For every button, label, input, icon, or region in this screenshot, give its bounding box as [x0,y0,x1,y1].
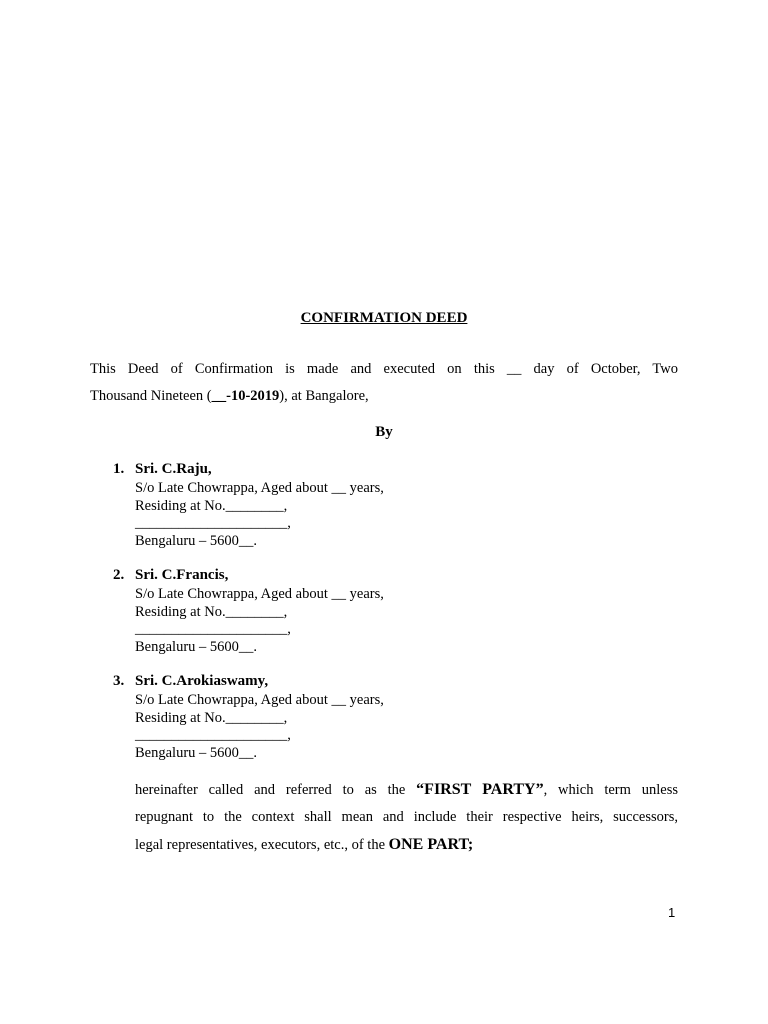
closing-paragraph [135,776,678,859]
party-name: Sri. C.Francis, [135,567,229,583]
closing-line-3-prefix: legal representatives, executors, etc., of the [135,837,389,853]
party-number: 2. [113,567,125,583]
party-details [135,480,384,550]
execution-date: __-10-2019 [211,388,280,404]
party-address-blank: _____________________, [135,515,291,531]
party-name: Sri. C.Arokiaswamy, [135,673,269,689]
closing-line-3 [135,831,678,859]
page-number: 1 [668,905,676,920]
party-address-blank: _____________________, [135,621,291,637]
intro-line-1: This Deed of Confirmation is made and executed on this __ day of October, Two [90,361,678,377]
party-city: Bengaluru – 5600__. [135,744,258,761]
closing-line-2: repugnant to the context shall mean and include their respective heirs, successors, [135,809,678,825]
closing-line-1-suffix: , which term unless [543,782,678,798]
party-number: 3. [113,673,125,689]
first-party-term: “FIRST PARTY” [416,781,544,798]
party-name: Sri. C.Raju, [135,461,212,477]
party-relation: S/o Late Chowrappa, Aged about __ years, [135,586,384,602]
intro-paragraph [90,356,678,410]
document-title: CONFIRMATION DEED [300,310,468,326]
closing-line-1 [135,776,678,804]
one-part-term: ONE PART; [388,836,474,853]
party-residing: Residing at No.________, [135,497,288,514]
party-residing: Residing at No.________, [135,603,288,620]
party-details [135,586,384,656]
party-city: Bengaluru – 5600__. [135,638,258,655]
intro-line-2-suffix: ), at Bangalore, [279,388,369,404]
intro-line-2 [90,383,678,410]
closing-line-1-prefix: hereinafter called and referred to as the [135,782,417,798]
party-number: 1. [113,461,125,477]
party-relation: S/o Late Chowrappa, Aged about __ years, [135,692,384,708]
party-relation: S/o Late Chowrappa, Aged about __ years, [135,480,384,496]
party-city: Bengaluru – 5600__. [135,532,258,549]
party-residing: Residing at No.________, [135,709,288,726]
intro-line-2-prefix: Thousand Nineteen ( [90,388,212,404]
party-address-blank: _____________________, [135,727,291,743]
party-details [135,692,384,762]
by-label: By [375,424,393,440]
